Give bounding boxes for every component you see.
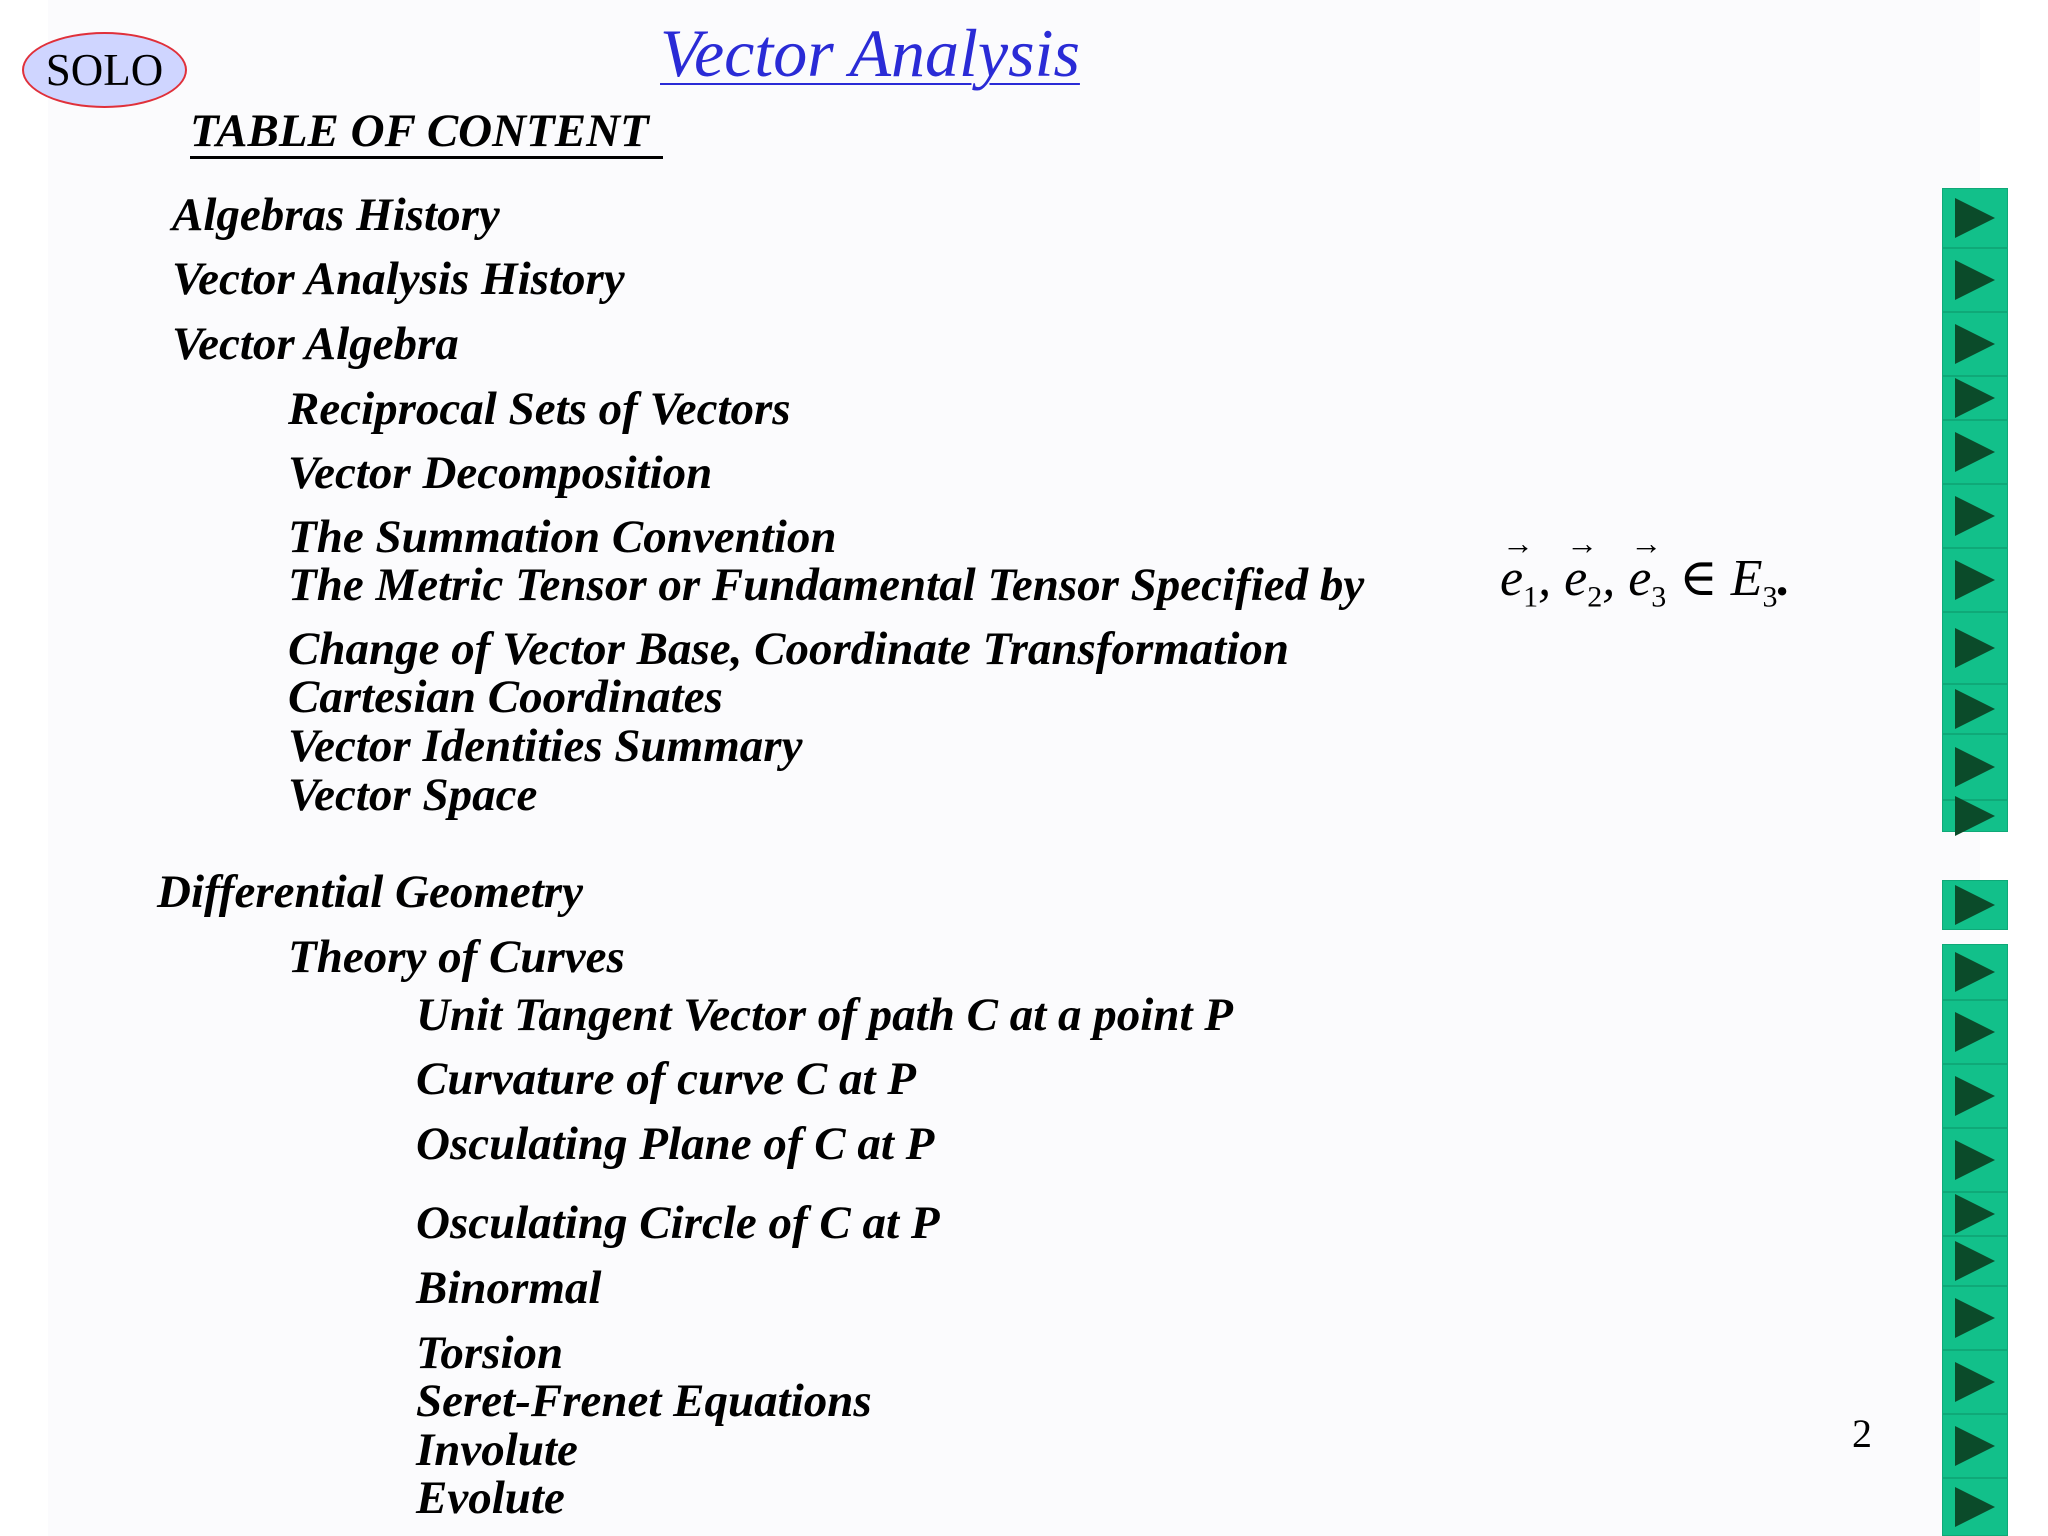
nav-button-summation-convention[interactable] (1942, 484, 2008, 548)
toc-item-algebras-history[interactable]: Algebras History (172, 189, 500, 241)
nav-button-algebras-history[interactable] (1942, 188, 2008, 248)
nav-button-vector-analysis-history[interactable] (1942, 248, 2008, 312)
toc-heading: TABLE OF CONTENT (190, 106, 663, 159)
nav-button-evolute[interactable] (1942, 1478, 2008, 1536)
solo-badge-text: SOLO (45, 45, 164, 95)
toc-item-summation-convention[interactable]: The Summation Convention (288, 511, 837, 563)
element-of-symbol: ∈ (1679, 550, 1718, 607)
nav-button-osculating-plane[interactable] (1942, 1128, 2008, 1192)
nav-button-reciprocal-sets[interactable] (1942, 376, 2008, 420)
toc-item-theory-of-curves[interactable]: Theory of Curves (288, 931, 625, 983)
nav-button-binormal[interactable] (1942, 1236, 2008, 1286)
toc-item-binormal[interactable]: Binormal (416, 1262, 602, 1314)
toc-item-seret-frenet[interactable]: Seret-Frenet Equations (416, 1375, 872, 1427)
page-number: 2 (1852, 1411, 1872, 1456)
toc-item-curvature[interactable]: Curvature of curve C at P (416, 1053, 917, 1105)
toc-item-evolute[interactable]: Evolute (416, 1472, 565, 1524)
toc-item-torsion[interactable]: Torsion (416, 1327, 564, 1379)
toc-item-vector-identities[interactable]: Vector Identities Summary (288, 720, 803, 772)
nav-button-vector-space[interactable] (1942, 800, 2008, 832)
nav-button-osculating-circle[interactable] (1942, 1192, 2008, 1236)
toc-item-osculating-plane[interactable]: Osculating Plane of C at P (416, 1118, 935, 1170)
basis-vector-e1: → e (1500, 549, 1523, 608)
nav-button-unit-tangent[interactable] (1942, 1000, 2008, 1064)
solo-badge (22, 32, 187, 108)
nav-button-torsion[interactable] (1942, 1286, 2008, 1350)
nav-button-change-of-base[interactable] (1942, 612, 2008, 684)
nav-button-involute[interactable] (1942, 1414, 2008, 1478)
toc-item-osculating-circle[interactable]: Osculating Circle of C at P (416, 1197, 940, 1249)
nav-button-metric-tensor[interactable] (1942, 548, 2008, 612)
euclidean-space: E (1730, 550, 1763, 607)
toc-item-cartesian-coordinates[interactable]: Cartesian Coordinates (288, 671, 723, 723)
nav-button-vector-decomposition[interactable] (1942, 420, 2008, 484)
toc-item-vector-space[interactable]: Vector Space (288, 769, 538, 821)
nav-button-differential-geometry[interactable] (1942, 880, 2008, 930)
nav-button-vector-algebra[interactable] (1942, 312, 2008, 376)
basis-vector-e2: → e (1564, 549, 1587, 608)
toc-item-vector-algebra[interactable]: Vector Algebra (172, 318, 459, 370)
nav-button-vector-identities[interactable] (1942, 734, 2008, 800)
toc-item-reciprocal-sets[interactable]: Reciprocal Sets of Vectors (288, 383, 791, 435)
nav-button-cartesian-coordinates[interactable] (1942, 684, 2008, 734)
slide-title: Vector Analysis (660, 15, 1080, 91)
toc-item-unit-tangent[interactable]: Unit Tangent Vector of path C at a point P (416, 989, 1233, 1041)
toc-item-vector-analysis-history[interactable]: Vector Analysis History (172, 253, 625, 305)
nav-button-curvature[interactable] (1942, 1064, 2008, 1128)
basis-vectors-formula: → $e_1$, → $e_2$, → $e_3$ ∈ $E_3$. (1500, 548, 1791, 614)
toc-item-differential-geometry[interactable]: Differential Geometry (157, 866, 583, 918)
basis-vector-e3: → e (1628, 549, 1651, 608)
toc-item-change-of-base[interactable]: Change of Vector Base, Coordinate Transformation (288, 623, 1290, 675)
toc-item-metric-tensor[interactable]: The Metric Tensor or Fundamental Tensor Specified by (288, 559, 1365, 611)
toc-item-involute[interactable]: Involute (416, 1424, 578, 1476)
toc-item-vector-decomposition[interactable]: Vector Decomposition (288, 447, 713, 499)
nav-button-theory-of-curves[interactable] (1942, 944, 2008, 1000)
nav-button-seret-frenet[interactable] (1942, 1350, 2008, 1414)
